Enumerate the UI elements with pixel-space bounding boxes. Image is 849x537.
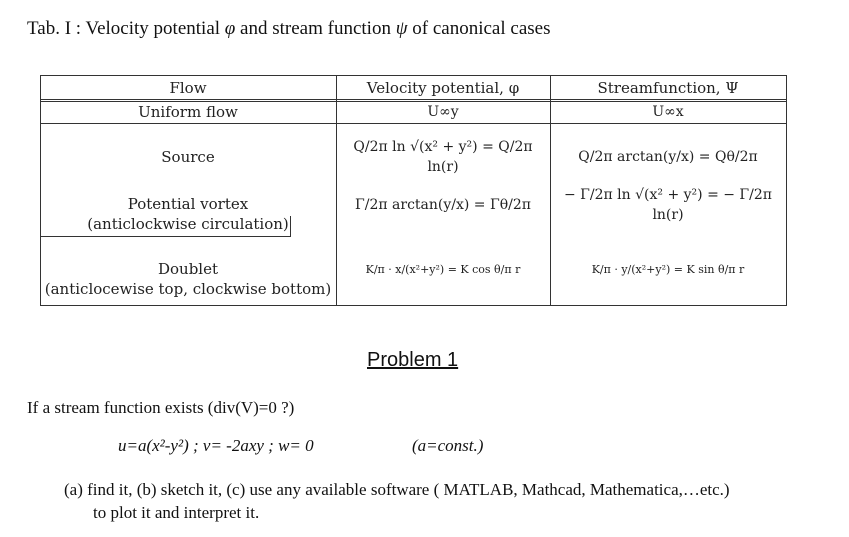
caption-phi: φ	[224, 18, 236, 39]
tasks-line-1: (a) find it, (b) sketch it, (c) use any available software ( MATLAB, Mathcad, Mathematica,…etc.)	[64, 480, 730, 499]
row-doublet-label	[40, 258, 336, 300]
row-doublet-label-line2: (anticlocewise top, clockwise bottom)	[44, 280, 332, 298]
caption-mid: and stream function	[240, 18, 391, 39]
problem-title: Problem 1	[367, 349, 459, 371]
caption-prefix: Tab. I : Velocity potential	[27, 18, 221, 39]
row-source-stream: Q/2π arctan(y/x) = Qθ/2π	[578, 149, 758, 165]
header-streamfunction: Streamfunction, Ψ	[597, 79, 739, 97]
tasks-line-2: to plot it and interpret it.	[93, 503, 260, 522]
header-flow: Flow	[169, 79, 207, 97]
row-vortex-potential: Γ/2π arctan(y/x) = Γθ/2π	[355, 197, 531, 213]
problem-question-text: If a stream function exists (div(V)=0 ?)	[27, 398, 295, 417]
canonical-flows-table	[40, 75, 787, 305]
caption-psi: ψ	[395, 18, 408, 39]
header-velocity-potential: Velocity potential, φ	[366, 79, 520, 97]
row-uniform-flow-label: Uniform flow	[138, 103, 238, 121]
row-vortex-label-line1: Potential vortex	[127, 195, 249, 213]
row-vortex-label-line2: (anticlockwise circulation)	[87, 215, 289, 233]
row-doublet-stream: K/π · y/(x²+y²) = K sin θ/π r	[591, 263, 745, 276]
constant-note: (a=const.)	[412, 436, 484, 455]
row-vortex-stream: − Γ/2π ln √(x² + y²) = − Γ/2π ln(r)	[564, 187, 772, 223]
table-caption	[27, 18, 550, 40]
row-uniform-flow-potential: U∞y	[427, 104, 459, 120]
velocity-field-equations: u=a(x²-y²) ; v= -2axy ; w= 0	[118, 436, 314, 455]
row-source-potential: Q/2π ln √(x² + y²) = Q/2π ln(r)	[353, 139, 533, 175]
row-uniform-flow-stream: U∞x	[652, 104, 684, 120]
problem-question	[27, 398, 294, 418]
row-vortex-label	[40, 193, 336, 235]
caption-suffix: of canonical cases	[412, 18, 551, 39]
row-doublet-label-line1: Doublet	[157, 260, 219, 278]
row-doublet-potential: K/π · x/(x²+y²) = K cos θ/π r	[365, 263, 521, 276]
row-source-label: Source	[161, 148, 215, 166]
